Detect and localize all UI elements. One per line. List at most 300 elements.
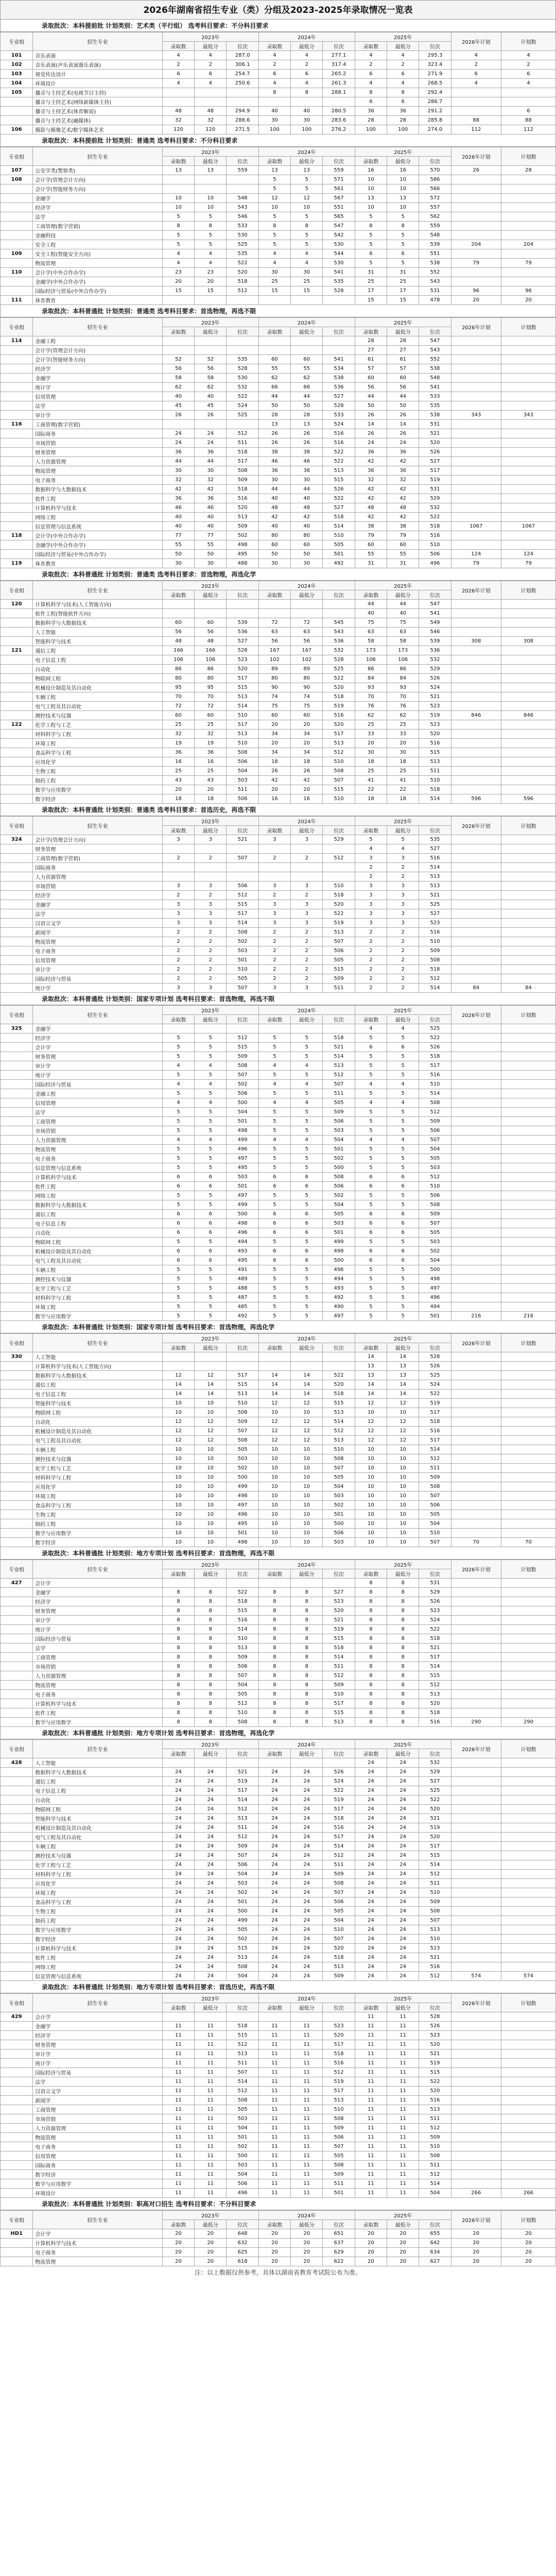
- data-cell: [291, 872, 323, 882]
- data-cell: 5: [355, 1108, 387, 1117]
- group-code: [1, 974, 33, 984]
- data-cell: 10: [291, 1501, 323, 1510]
- data-cell: 24: [387, 1916, 419, 1925]
- group-code: 103: [1, 70, 33, 79]
- data-cell: 8: [387, 1634, 419, 1643]
- data-cell: 6: [501, 70, 555, 79]
- data-cell: 2: [387, 974, 419, 984]
- data-cell: [323, 336, 355, 346]
- data-cell: 506: [419, 1126, 451, 1136]
- table-row: [1, 1247, 556, 1256]
- data-cell: 8: [291, 1643, 323, 1653]
- data-cell: 506: [227, 757, 258, 767]
- major-name: 信用管理: [33, 392, 162, 401]
- data-cell: [501, 844, 555, 854]
- data-cell: [501, 1482, 555, 1492]
- data-cell: 79: [355, 531, 387, 540]
- data-cell: 24: [355, 1758, 387, 1768]
- data-cell: 513: [227, 1389, 258, 1399]
- group-code: [1, 1529, 33, 1538]
- data-cell: 511: [227, 785, 258, 794]
- major-name: 数据科学与大数据技术: [33, 1200, 162, 1210]
- data-cell: 510: [323, 1925, 355, 1935]
- major-name: 电子商务: [33, 1154, 162, 1163]
- data-cell: 3: [258, 900, 290, 909]
- table-row: [1, 1436, 556, 1445]
- header-enrolled: 录取数: [258, 157, 290, 166]
- data-cell: 514: [227, 702, 258, 711]
- data-cell: [501, 1529, 555, 1538]
- section-banner: 录取批次：本科提前批 计划类别：艺术类（平行组） 选考科目要求：不分科目要求: [0, 20, 556, 32]
- major-name: 电子信息工程: [33, 1786, 162, 1795]
- data-cell: [501, 212, 555, 222]
- data-cell: [227, 872, 258, 882]
- data-cell: 10: [258, 203, 290, 212]
- data-cell: 505: [323, 2151, 355, 2161]
- major-name: 电气工程及其自动化: [33, 1256, 162, 1265]
- group-code: [1, 1708, 33, 1718]
- group-code: [1, 1634, 33, 1643]
- data-cell: 503: [323, 1126, 355, 1136]
- data-cell: 515: [323, 1399, 355, 1408]
- data-cell: 8: [258, 1690, 290, 1699]
- data-cell: 571: [323, 175, 355, 184]
- data-cell: [451, 1860, 501, 1870]
- major-name: 通信工程: [33, 1380, 162, 1389]
- data-cell: [501, 655, 555, 665]
- data-cell: 20: [291, 739, 323, 748]
- data-cell: 521: [227, 1768, 258, 1777]
- data-cell: 15: [291, 286, 323, 296]
- group-code: [1, 2022, 33, 2031]
- data-cell: 24: [291, 1935, 323, 1944]
- major-name: 物流管理: [33, 259, 162, 268]
- data-cell: 509: [323, 2124, 355, 2133]
- data-cell: [501, 1371, 555, 1380]
- data-cell: 10: [195, 1492, 227, 1501]
- data-cell: [451, 1795, 501, 1805]
- data-cell: 6: [387, 70, 419, 79]
- header-plan-count: 计划数: [501, 32, 555, 51]
- table-row: [1, 767, 556, 776]
- data-cell: 24: [258, 1953, 290, 1962]
- major-name: 汉语言文学: [33, 919, 162, 928]
- data-cell: 8: [195, 1699, 227, 1708]
- data-cell: 11: [355, 2031, 387, 2040]
- data-cell: 12: [387, 1436, 419, 1445]
- data-cell: 508: [227, 1061, 258, 1071]
- data-cell: 508: [323, 2114, 355, 2124]
- table-row: [1, 928, 556, 937]
- data-cell: 18: [195, 794, 227, 804]
- data-cell: 4: [387, 1024, 419, 1033]
- group-code: [1, 1275, 33, 1284]
- major-name: 经济学: [33, 2031, 162, 2040]
- data-cell: 5: [291, 1071, 323, 1080]
- table-row: [1, 1275, 556, 1284]
- data-cell: 56: [195, 364, 227, 374]
- data-cell: [501, 1071, 555, 1080]
- data-cell: 1067: [501, 522, 555, 531]
- group-code: [1, 1302, 33, 1312]
- data-cell: [451, 1786, 501, 1795]
- data-cell: 513: [419, 1925, 451, 1935]
- data-cell: 10: [355, 1529, 387, 1538]
- data-cell: 5: [195, 1089, 227, 1098]
- data-cell: 32: [355, 476, 387, 485]
- group-code: [1, 1362, 33, 1371]
- data-cell: 10: [355, 1482, 387, 1492]
- data-cell: 504: [419, 1145, 451, 1154]
- table-row: [1, 1879, 556, 1888]
- data-cell: 24: [195, 1833, 227, 1842]
- data-cell: 50: [258, 550, 290, 559]
- data-cell: 505: [323, 1098, 355, 1108]
- data-cell: 60: [195, 618, 227, 628]
- data-cell: 40: [291, 494, 323, 503]
- data-cell: 498: [419, 1275, 451, 1284]
- data-cell: 526: [419, 2022, 451, 2031]
- data-cell: 528: [419, 2012, 451, 2022]
- data-cell: 3: [291, 909, 323, 919]
- data-cell: 618: [227, 2257, 258, 2266]
- data-cell: 510: [323, 882, 355, 891]
- table-row: [1, 70, 556, 79]
- group-code: [1, 448, 33, 457]
- data-cell: 2: [291, 946, 323, 956]
- group-code: [1, 1625, 33, 1634]
- data-cell: 52: [195, 355, 227, 364]
- table-row: [1, 2189, 556, 2198]
- header-group: 专业组: [1, 318, 33, 336]
- table-row: [1, 429, 556, 438]
- data-cell: 48: [291, 503, 323, 513]
- data-cell: [501, 1888, 555, 1897]
- data-cell: 559: [419, 222, 451, 231]
- data-cell: 24: [195, 1888, 227, 1897]
- table-row: [1, 891, 556, 900]
- data-cell: 2: [387, 928, 419, 937]
- data-cell: 254.7: [227, 70, 258, 79]
- data-cell: 80: [258, 531, 290, 540]
- data-cell: 24: [291, 1777, 323, 1786]
- major-name: 金融学: [33, 2022, 162, 2031]
- data-cell: [501, 540, 555, 550]
- data-cell: 24: [162, 1916, 194, 1925]
- data-cell: 510: [419, 1080, 451, 1089]
- data-cell: [501, 720, 555, 730]
- data-cell: [501, 1962, 555, 1972]
- data-cell: 5: [258, 1163, 290, 1173]
- major-name: 新闻学: [33, 928, 162, 937]
- data-cell: 120: [195, 125, 227, 134]
- data-cell: 8: [195, 1708, 227, 1718]
- data-cell: 52: [162, 355, 194, 364]
- data-cell: [501, 336, 555, 346]
- header-year-2024: 2024年: [258, 147, 355, 157]
- data-cell: 6: [195, 1182, 227, 1191]
- group-code: [1, 1606, 33, 1616]
- data-cell: [451, 1089, 501, 1098]
- data-cell: 5: [291, 1293, 323, 1302]
- data-cell: 529: [419, 494, 451, 503]
- data-cell: [501, 1080, 555, 1089]
- data-cell: 6: [291, 70, 323, 79]
- data-cell: 515: [419, 2068, 451, 2077]
- data-cell: [501, 1108, 555, 1117]
- admission-table: [0, 317, 556, 568]
- data-cell: 5: [195, 1191, 227, 1200]
- group-code: [1, 2068, 33, 2077]
- data-cell: 11: [355, 2040, 387, 2049]
- data-cell: [501, 835, 555, 844]
- data-cell: 18: [387, 794, 419, 804]
- data-cell: 5: [355, 1052, 387, 1061]
- data-cell: [258, 863, 290, 872]
- major-name: 法学: [33, 2077, 162, 2087]
- data-cell: 509: [419, 1897, 451, 1907]
- data-cell: 514: [323, 1653, 355, 1662]
- data-cell: 5: [291, 1191, 323, 1200]
- data-cell: 6: [501, 107, 555, 116]
- data-cell: 518: [227, 277, 258, 286]
- data-cell: 5: [195, 1163, 227, 1173]
- header-year-2025: 2025年: [355, 1994, 451, 2003]
- data-cell: [451, 1579, 501, 1588]
- group-code: [1, 457, 33, 466]
- header-minscore: 最低分: [291, 327, 323, 336]
- table-row: [1, 203, 556, 212]
- data-cell: 102: [291, 655, 323, 665]
- data-cell: [501, 600, 555, 609]
- major-name: 环境工程: [33, 1492, 162, 1501]
- major-name: 数字经济: [33, 794, 162, 804]
- data-cell: 517: [323, 2040, 355, 2049]
- data-cell: 10: [355, 1519, 387, 1529]
- data-cell: 524: [419, 1380, 451, 1389]
- data-cell: 24: [387, 1823, 419, 1833]
- header-major: 招生专业: [33, 318, 162, 336]
- table-row: [1, 2059, 556, 2068]
- data-cell: 57: [387, 364, 419, 374]
- data-cell: 24: [387, 1870, 419, 1879]
- table-row: [1, 411, 556, 420]
- table-row: [1, 1024, 556, 1033]
- data-cell: 6: [355, 249, 387, 259]
- group-code: [1, 1681, 33, 1690]
- data-cell: 5: [162, 240, 194, 249]
- table-row: [1, 184, 556, 194]
- major-name: 工商管理: [33, 1117, 162, 1126]
- data-cell: 512: [323, 2068, 355, 2077]
- data-cell: 520: [227, 268, 258, 277]
- data-cell: 277.1: [323, 51, 355, 60]
- data-cell: 513: [227, 513, 258, 522]
- data-cell: 10: [387, 1529, 419, 1538]
- data-cell: 5: [355, 1071, 387, 1080]
- data-cell: 24: [162, 1823, 194, 1833]
- data-cell: [451, 891, 501, 900]
- data-cell: 502: [419, 1247, 451, 1256]
- data-cell: 271.9: [419, 70, 451, 79]
- data-cell: 24: [355, 1935, 387, 1944]
- data-cell: [451, 1643, 501, 1653]
- group-code: [1, 392, 33, 401]
- data-cell: 20: [501, 296, 555, 305]
- data-cell: 288.1: [323, 88, 355, 97]
- major-name: 网络工程: [33, 1191, 162, 1200]
- data-cell: 629: [323, 2248, 355, 2257]
- data-cell: 6: [195, 1247, 227, 1256]
- data-cell: 516: [419, 531, 451, 540]
- group-code: 427: [1, 1579, 33, 1588]
- group-code: [1, 2257, 33, 2266]
- major-name: 智能科学与技术: [33, 637, 162, 646]
- table-row: [1, 1653, 556, 1662]
- data-cell: [227, 336, 258, 346]
- data-cell: [291, 863, 323, 872]
- data-cell: 506: [419, 1191, 451, 1200]
- data-cell: 13: [258, 420, 290, 429]
- data-cell: [501, 1089, 555, 1098]
- data-cell: [451, 374, 501, 383]
- data-cell: [291, 600, 323, 609]
- data-cell: 5: [258, 1200, 290, 1210]
- data-cell: 5: [387, 1293, 419, 1302]
- data-cell: [451, 919, 501, 928]
- data-cell: 512: [323, 1427, 355, 1436]
- data-cell: [501, 1597, 555, 1606]
- data-cell: 523: [419, 720, 451, 730]
- group-code: [1, 1108, 33, 1117]
- data-cell: 586: [419, 175, 451, 184]
- table-row: [1, 1473, 556, 1482]
- header-rank: 位次: [227, 1343, 258, 1352]
- data-cell: [501, 1247, 555, 1256]
- major-name: 物流管理: [33, 937, 162, 946]
- data-cell: [451, 1597, 501, 1606]
- data-cell: 506: [227, 1662, 258, 1671]
- data-cell: 70: [195, 692, 227, 702]
- data-cell: 5: [291, 1043, 323, 1052]
- data-cell: 8: [162, 1616, 194, 1625]
- data-cell: 24: [387, 1842, 419, 1851]
- data-cell: 20: [195, 2257, 227, 2266]
- group-code: [1, 854, 33, 863]
- data-cell: 24: [162, 1777, 194, 1786]
- data-cell: 96: [451, 286, 501, 296]
- data-cell: 16: [355, 166, 387, 175]
- data-cell: 8: [195, 1653, 227, 1662]
- data-cell: 11: [291, 2049, 323, 2059]
- data-cell: 2: [387, 863, 419, 872]
- data-cell: 292.4: [419, 88, 451, 97]
- data-cell: 514: [227, 919, 258, 928]
- data-cell: 511: [323, 2179, 355, 2189]
- major-name: 化学工程与工艺: [33, 1860, 162, 1870]
- data-cell: 42: [195, 485, 227, 494]
- data-cell: 24: [258, 1944, 290, 1953]
- data-cell: 8: [355, 1708, 387, 1718]
- header-plan-2026: 2026年计划: [451, 318, 501, 336]
- header-minscore: 最低分: [387, 42, 419, 51]
- data-cell: [501, 1126, 555, 1136]
- data-cell: 3: [387, 919, 419, 928]
- data-cell: 24: [355, 1777, 387, 1786]
- data-cell: 32: [387, 476, 419, 485]
- data-cell: 528: [323, 401, 355, 411]
- data-cell: [501, 1145, 555, 1154]
- data-cell: 5: [162, 1265, 194, 1275]
- table-row: [1, 1210, 556, 1219]
- data-cell: 11: [355, 2133, 387, 2142]
- major-name: 机械设计制造及其自动化: [33, 1823, 162, 1833]
- major-name: 经济学: [33, 891, 162, 900]
- data-cell: 5: [195, 1108, 227, 1117]
- data-cell: 12: [162, 1436, 194, 1445]
- group-code: [1, 383, 33, 392]
- data-cell: 524: [323, 420, 355, 429]
- table-row: [1, 1371, 556, 1380]
- data-cell: 5: [258, 1052, 290, 1061]
- data-cell: 44: [291, 392, 323, 401]
- data-cell: 512: [419, 974, 451, 984]
- data-cell: 509: [323, 1870, 355, 1879]
- data-cell: [501, 1588, 555, 1597]
- table-row: [1, 2114, 556, 2124]
- data-cell: 508: [227, 1436, 258, 1445]
- group-code: [1, 2179, 33, 2189]
- data-cell: [451, 1302, 501, 1312]
- header-major: 招生专业: [33, 32, 162, 51]
- data-cell: 11: [258, 2142, 290, 2151]
- table-row: [1, 748, 556, 757]
- data-cell: 10: [195, 1445, 227, 1454]
- data-cell: 547: [323, 222, 355, 231]
- data-cell: [501, 1033, 555, 1043]
- data-cell: 546: [419, 628, 451, 637]
- data-cell: [501, 346, 555, 355]
- data-cell: 63: [258, 628, 290, 637]
- data-cell: 5: [355, 1200, 387, 1210]
- data-cell: 18: [387, 757, 419, 767]
- data-cell: 528: [419, 1352, 451, 1362]
- data-cell: [451, 655, 501, 665]
- header-plan-2026: 2026年计划: [451, 581, 501, 600]
- data-cell: 6: [162, 1210, 194, 1219]
- data-cell: [227, 175, 258, 184]
- data-cell: 506: [323, 1897, 355, 1907]
- data-cell: 44: [291, 485, 323, 494]
- data-cell: [501, 946, 555, 956]
- data-cell: 512: [227, 891, 258, 900]
- major-name: 人工智能: [33, 1352, 162, 1362]
- data-cell: 5: [162, 1052, 194, 1061]
- major-name: 环境设计: [33, 79, 162, 88]
- data-cell: 10: [387, 1519, 419, 1529]
- major-name: 电子信息工程: [33, 1219, 162, 1228]
- data-cell: [451, 1380, 501, 1389]
- data-cell: 512: [227, 2040, 258, 2049]
- header-year-2025: 2025年: [355, 817, 451, 826]
- table-row: [1, 1786, 556, 1795]
- data-cell: 4: [195, 1080, 227, 1089]
- data-cell: [451, 1275, 501, 1284]
- header-plan-2026: 2026年计划: [451, 1740, 501, 1758]
- data-cell: [258, 336, 290, 346]
- data-cell: 8: [162, 1634, 194, 1643]
- data-cell: 11: [195, 2151, 227, 2161]
